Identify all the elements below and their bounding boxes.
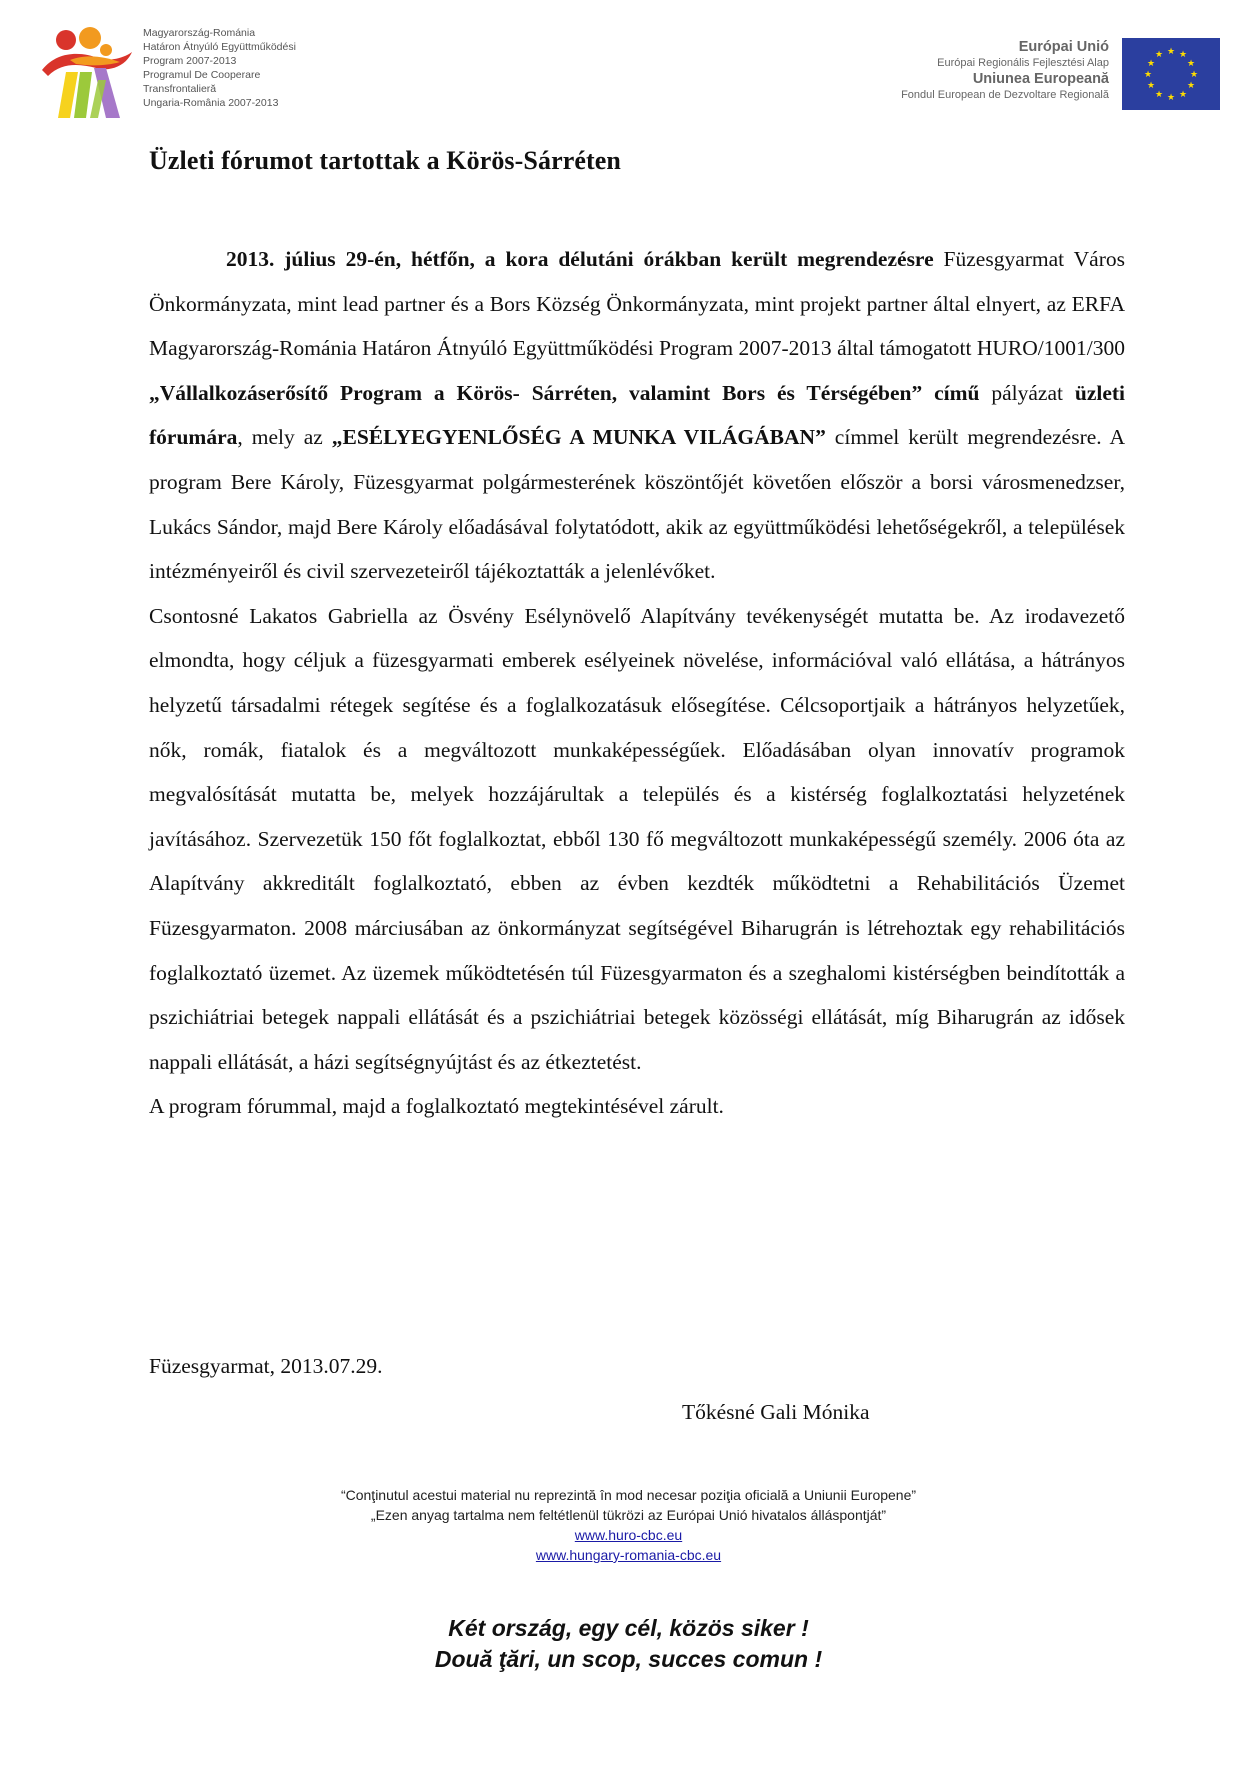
program-line: Program 2007-2013 (143, 55, 237, 67)
huro-cbc-link[interactable]: www.huro-cbc.eu (574, 1527, 683, 1543)
program-line: Programul De Cooperare (143, 69, 261, 81)
svg-text:★: ★ (1166, 93, 1176, 103)
text: , mely az (237, 425, 332, 450)
paragraph-2: Csontosné Lakatos Gabriella az Ösvény Esélynövelő Alapítvány tevékenységét mutatta be. Az irodavezető elmondta, hogy céljuk a füzesgyarmati emberek esélyeinek növelése, információval való ellátása, a hátrányos helyzetű társadalmi rétegek segítése és a foglalkozatásuk elősegítése. Célcsoportjaik a hátrányos helyzetűek, nők, romák, fiatalok és a megváltozott munkaképességűek. Előadásában olyan innovatív programok megvalósítását mutatta be, melyek hozzájárultak a település és a kistérség foglalkoztatási helyzetének javításához. Szervezetük 150 főt foglalkoztat, ebből 130 fő megváltozott munkaképességű személy. 2006 óta az Alapítvány akkreditált foglalkoztató, ebben az évben kezdték működtetni a Rehabilitációs Üzemet Füzesgyarmaton. 2008 márciusában az önkormányzat segítségével Biharugrán is létrehoztak egy rehabilitációs foglalkoztató üzemet. Az üzemek működtetésén túl Füzesgyarmaton és a szeghalomi kistérségben beindították a pszichiátriai betegek nappali ellátását és a pszichiátriai betegek közösségi ellátását, míg Biharugrán az idősek nappali ellátását, a házi segítségnyújtást és az étkeztetést. (149, 603, 1125, 1074)
slogan-ro: Două ţări, un scop, succes comun ! (434, 1646, 823, 1672)
text: pályázat (979, 380, 1075, 405)
svg-text:★: ★ (1154, 90, 1164, 100)
program-name-text (143, 26, 363, 110)
svg-text:★: ★ (1186, 59, 1196, 69)
bold-text: „ESÉLYEGYENLŐSÉG A MUNKA VILÁGÁBAN” (331, 425, 826, 450)
slogan-hu: Két ország, egy cél, közös siker ! (448, 1615, 809, 1641)
disclaimer-ro: “Conţinutul acestui material nu reprezintă în mod necesar poziţia oficială a Uniunii Europene” (340, 1487, 917, 1503)
svg-text:★: ★ (1189, 70, 1199, 80)
svg-text:★: ★ (1146, 81, 1156, 91)
huro-program-logo (40, 26, 135, 122)
svg-text:★: ★ (1166, 47, 1176, 57)
eu-flag-icon (1122, 38, 1220, 110)
program-line: Transfrontalieră (143, 83, 217, 95)
page-footer (0, 1485, 1257, 1565)
eu-funding-text (901, 38, 1109, 102)
signature-name: Tőkésné Gali Mónika (682, 1400, 870, 1424)
bold-text: 2013. július 29-én, hétfőn, a kora délutáni órákban került megrendezésre (226, 247, 934, 271)
svg-text:★: ★ (1143, 70, 1153, 80)
text: Füzesgyarmat Város Önkormányzata, mint lead partner és a Bors Község Önkormányzata, mint projekt partner által elnyert, az ERFA Magyarország-Románia Határon Átnyúló Együttműködési Program 2007-2013 által támogatott HURO/1001/300 (149, 247, 1126, 361)
erdf-name-hu: Európai Regionális Fejlesztési Alap (937, 57, 1109, 69)
disclaimer-hu: „Ezen anyag tartalma nem feltétlenül tükrözi az Európai Unió hivatalos álláspontját” (370, 1507, 887, 1523)
svg-text:★: ★ (1178, 90, 1188, 100)
document-title: Üzleti fórumot tartottak a Körös-Sárréten (149, 146, 621, 175)
eu-name-hu: Európai Unió (1018, 39, 1109, 55)
program-line: Határon Átnyúló Együttműködési (143, 41, 296, 53)
text: címmel került megrendezésre. A program Bere Károly, Füzesgyarmat polgármesterének köszöntőjét követően először a borsi városmenedzser, Lukács Sándor, majd Bere Károly előadásával folytatódott, akik az együttműködési lehetőségekről, a települések intézményeiről és civil szervezeteiről tájékoztatták a jelenlévőket. (149, 425, 1125, 584)
program-line: Magyarország-Románia (143, 27, 256, 39)
place-and-date: Füzesgyarmat, 2013.07.29. (149, 1354, 383, 1378)
program-line: Ungaria-România 2007-2013 (143, 97, 279, 109)
svg-text:★: ★ (1146, 59, 1156, 69)
paragraph-3: A program fórummal, majd a foglalkoztató megtekintésével zárult. (149, 1094, 724, 1119)
svg-text:★: ★ (1154, 50, 1164, 60)
erdf-name-ro: Fondul European de Dezvoltare Regională (901, 89, 1109, 101)
document-body (149, 237, 1125, 1129)
bold-text: „Vállalkozáserősítő Program a Körös- Sárréten, valamint Bors és Térségében” című (149, 380, 980, 405)
paragraph-1 (149, 237, 1125, 594)
slogan (0, 1613, 1257, 1675)
eu-name-ro: Uniunea Europeană (972, 71, 1109, 87)
hungary-romania-cbc-link[interactable]: www.hungary-romania-cbc.eu (535, 1547, 722, 1563)
page-header (0, 0, 1257, 140)
svg-text:★: ★ (1178, 50, 1188, 60)
bold-text: üzleti fórumára (149, 380, 1126, 450)
svg-text:★: ★ (1186, 81, 1196, 91)
